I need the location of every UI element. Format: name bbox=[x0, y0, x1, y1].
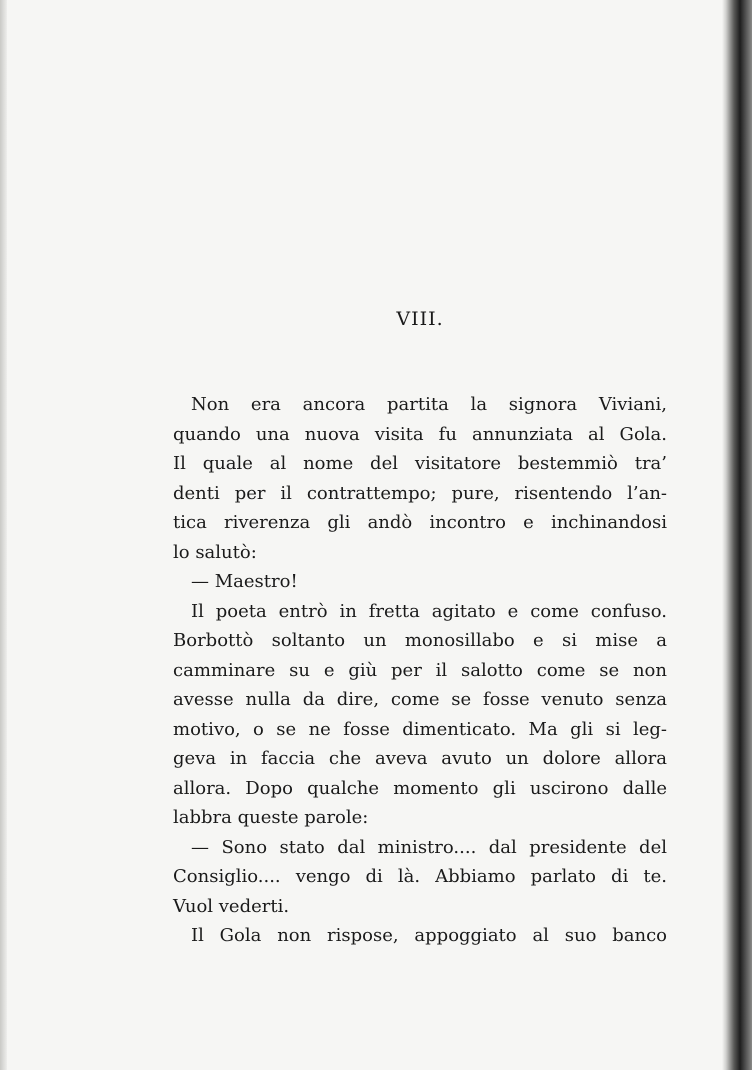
page-left-edge bbox=[0, 0, 7, 1070]
body-text bbox=[173, 390, 667, 951]
text-line: Borbottò soltanto un monosillabo e si mise a bbox=[173, 630, 667, 651]
text-line: — Sono stato dal ministro.... dal presidente del bbox=[191, 836, 667, 858]
text-line: labbra queste parole: bbox=[173, 807, 369, 828]
text-line: Il quale al nome del visitatore bestemmiò tra’ bbox=[173, 453, 667, 474]
text-line: Il Gola non rispose, appoggiato al suo banco bbox=[191, 925, 667, 946]
chapter-heading: VIII. bbox=[396, 308, 444, 330]
page-binding-edge bbox=[716, 0, 752, 1070]
text-line: Non era ancora partita la signora Viviani, bbox=[191, 394, 667, 415]
text-line: motivo, o se ne fosse dimenticato. Ma gli si leg- bbox=[173, 718, 667, 740]
text-line: allora. Dopo qualche momento gli uscirono dalle bbox=[173, 777, 667, 799]
text-line: Vuol vederti. bbox=[173, 895, 290, 917]
text-line: lo salutò: bbox=[173, 541, 257, 563]
text-line: avesse nulla da dire, come se fosse venuto senza bbox=[173, 689, 667, 710]
text-line: geva in faccia che aveva avuto un dolore allora bbox=[173, 748, 667, 769]
text-line: tica riverenza gli andò incontro e inchinandosi bbox=[173, 512, 667, 533]
text-line: denti per il contrattempo; pure, risentendo l’an- bbox=[173, 482, 667, 504]
text-line: quando una nuova visita fu annunziata al Gola. bbox=[173, 423, 667, 445]
text-line: Consiglio.... vengo di là. Abbiamo parlato di te. bbox=[173, 866, 667, 887]
text-line: Il poeta entrò in fretta agitato e come confuso. bbox=[191, 600, 667, 622]
text-line: camminare su e giù per il salotto come se non bbox=[173, 659, 667, 681]
text-line: — Maestro! bbox=[191, 571, 298, 592]
